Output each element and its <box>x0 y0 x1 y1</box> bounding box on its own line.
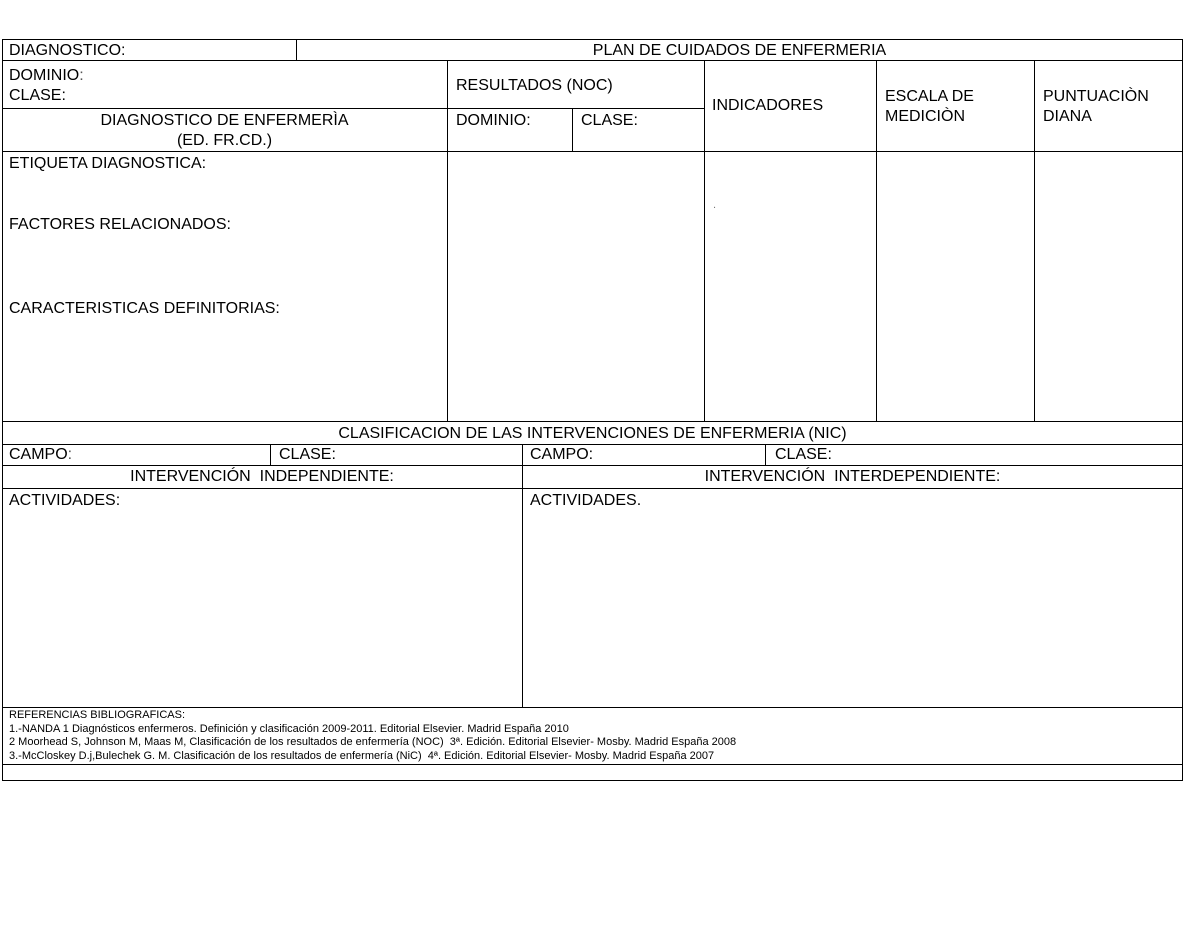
nic-clase-left[interactable]: CLASE: <box>279 446 336 463</box>
puntuacion-heading-line1: PUNTUACIÒN <box>1043 88 1149 105</box>
rule-nic-clase-left <box>270 444 271 466</box>
rule-intervencion <box>2 465 1183 466</box>
rule-nic-title <box>2 421 1183 422</box>
rule-col-noc <box>447 60 448 422</box>
nic-campo-left[interactable] <box>9 445 72 465</box>
rule-actividades <box>2 488 1183 489</box>
nic-title: CLASIFICACION DE LAS INTERVENCIONES DE ENFERMERIA (NIC) <box>338 425 847 442</box>
dominio-label[interactable] <box>9 66 84 86</box>
etiqueta-diagnostica-label[interactable]: ETIQUETA DIAGNOSTICA: <box>9 155 207 172</box>
intervencion-interdependiente-heading: INTERVENCIÓN INTERDEPENDIENTE: <box>704 468 1001 485</box>
actividades-interdependiente-label[interactable]: ACTIVIDADES. <box>530 492 642 509</box>
rule-col-puntuacion <box>1034 60 1035 422</box>
dominio-label-text: DOMINIO <box>9 67 80 84</box>
indicadores-mark: . <box>713 199 717 211</box>
puntuacion-heading-line2: DIANA <box>1043 108 1092 125</box>
ed-fr-cd-heading: (ED. FR.CD.) <box>176 132 273 149</box>
reference-item: 2 Moorhead S, Johnson M, Maas M, Clasificación de los resultados de enfermería (NOC) 3ª. Edición. Editorial Elsevier- Mosby. Madrid España 2008 <box>9 736 737 748</box>
rule-dominio-clase <box>2 108 704 109</box>
rule-bottom <box>2 780 1183 781</box>
rule-ref-bottom <box>2 764 1183 765</box>
rule-col-noc-clase <box>572 108 573 152</box>
escala-heading-line1: ESCALA DE <box>885 88 974 105</box>
intervencion-independiente-heading: INTERVENCIÓN INDEPENDIENTE: <box>130 468 394 485</box>
caracteristicas-definitorias-label[interactable]: CARACTERISTICAS DEFINITORIAS: <box>9 300 280 317</box>
nic-campo-left-text: CAMPO <box>9 446 68 463</box>
diagnostico-enfermeria-heading: DIAGNOSTICO DE ENFERMERÌA <box>100 112 349 129</box>
rule-references <box>2 707 1183 708</box>
noc-dominio-label[interactable]: DOMINIO: <box>456 112 531 129</box>
indicadores-heading: INDICADORES <box>712 97 824 114</box>
plan-title: PLAN DE CUIDADOS DE ENFERMERIA <box>592 42 887 59</box>
clase-label[interactable]: CLASE: <box>9 87 66 104</box>
noc-clase-label[interactable]: CLASE: <box>581 112 638 129</box>
factores-relacionados-label[interactable]: FACTORES RELACIONADOS: <box>9 216 231 233</box>
nic-campo-left-colon: : <box>67 446 73 463</box>
reference-item: 3.-McCloskey D.j,Bulechek G. M. Clasificación de los resultados de enfermería (NiC) 4ª. Edición. Editorial Elsevier- Mosby. Madrid España 2007 <box>9 749 715 762</box>
border-right <box>1182 39 1183 781</box>
nic-clase-right[interactable]: CLASE: <box>775 446 832 463</box>
rule-top <box>2 39 1183 40</box>
reference-item: 1.-NANDA 1 Diagnósticos enfermeros. Definición y clasificación 2009-2011. Editorial Elsevier. Madrid España 2010 <box>9 722 569 735</box>
rule-subheader <box>2 151 1183 152</box>
resultados-noc-heading: RESULTADOS (NOC) <box>456 77 613 94</box>
actividades-independiente-label[interactable]: ACTIVIDADES: <box>9 492 121 509</box>
nic-campo-right[interactable]: CAMPO: <box>530 446 594 463</box>
references-title: REFERENCIAS BIBLIOGRAFICAS: <box>9 709 186 721</box>
rule-col-indicadores <box>704 60 705 422</box>
rule-nic-clase-right <box>765 444 766 466</box>
diagnostico-label: DIAGNOSTICO: <box>9 42 126 59</box>
dominio-colon: : <box>79 67 84 84</box>
escala-heading-line2: MEDICIÒN <box>885 108 965 125</box>
rule-col-escala <box>876 60 877 422</box>
